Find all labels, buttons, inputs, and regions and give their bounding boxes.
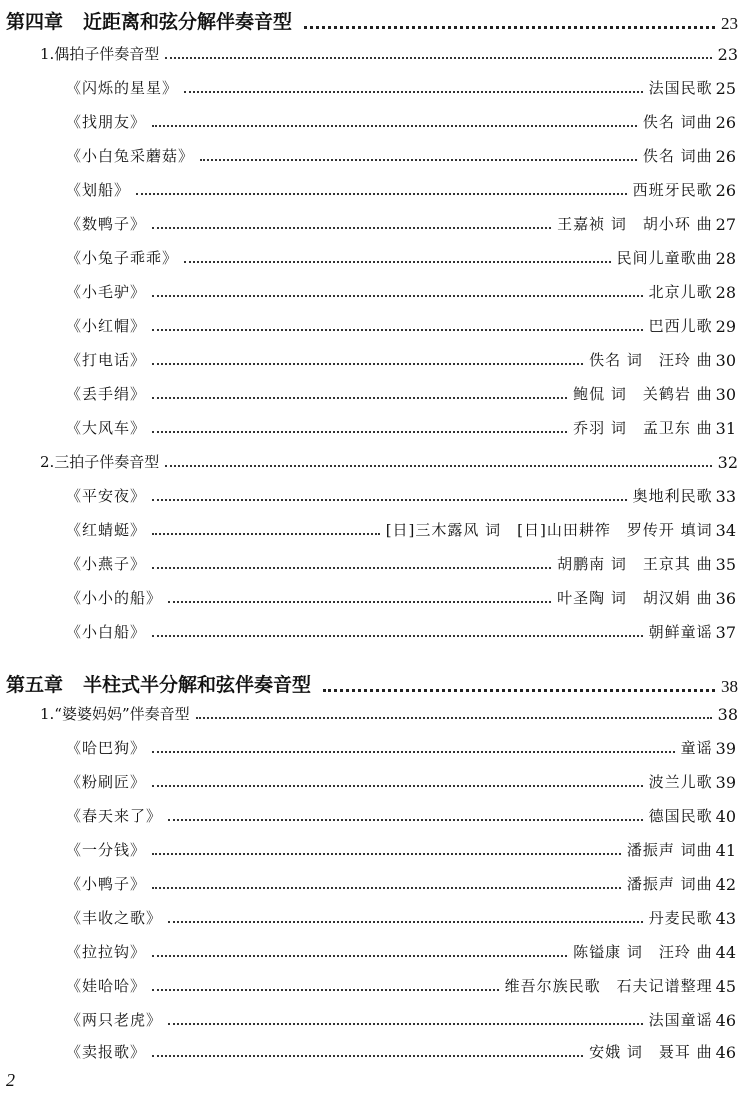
song-credit: 陈镒康 词 汪玲 曲 (573, 943, 713, 961)
chapter-heading[interactable] (6, 6, 738, 34)
chapter-page: 38 (721, 677, 738, 696)
song-entry[interactable] (66, 768, 736, 792)
song-entry[interactable] (66, 584, 736, 608)
song-page: 31 (715, 419, 736, 438)
dot-leader (168, 1023, 643, 1025)
section-page: 32 (717, 453, 738, 472)
song-credit: 丹麦民歌 (648, 909, 713, 927)
song-page: 33 (715, 487, 736, 506)
chapter-title: 半柱式半分解和弦伴奏音型 (83, 674, 312, 696)
song-page: 37 (715, 623, 736, 642)
song-title: 《小白兔采蘑菇》 (66, 147, 195, 165)
song-credit: [日]三木露风 词 [日]山田耕筰 罗传开 填词 (385, 521, 713, 539)
dot-leader (152, 533, 380, 535)
song-title: 《小红帽》 (66, 317, 147, 335)
song-page: 39 (715, 773, 736, 792)
song-entry[interactable] (66, 210, 736, 234)
song-title: 《数鸭子》 (66, 215, 147, 233)
song-entry[interactable] (66, 482, 736, 506)
song-entry[interactable] (66, 414, 736, 438)
song-entry[interactable] (66, 550, 736, 574)
song-entry[interactable] (66, 802, 736, 826)
dot-leader (184, 261, 611, 263)
song-page: 26 (715, 181, 736, 200)
song-entry[interactable] (66, 618, 736, 642)
song-credit: 胡鹏南 词 王京其 曲 (557, 555, 713, 573)
dot-leader (152, 1055, 583, 1057)
chapter-heading[interactable] (6, 669, 738, 697)
song-page: 30 (715, 385, 736, 404)
song-entry[interactable] (66, 244, 736, 268)
dot-leader (304, 26, 715, 29)
page-number: 2 (6, 1070, 15, 1090)
chapter-number: 第四章 (6, 11, 64, 33)
section-page: 23 (717, 45, 738, 64)
section-entry[interactable] (40, 700, 738, 724)
song-page: 30 (715, 351, 736, 370)
song-credit: 佚名 词曲 (642, 147, 713, 165)
song-entry[interactable] (66, 176, 736, 200)
song-credit: 西班牙民歌 (632, 181, 713, 199)
song-page: 35 (715, 555, 736, 574)
dot-leader (323, 689, 715, 692)
song-credit: 乔羽 词 孟卫东 曲 (573, 419, 713, 437)
song-title: 《哈巴狗》 (66, 739, 147, 757)
song-credit: 德国民歌 (648, 807, 713, 825)
dot-leader (184, 91, 643, 93)
song-page: 46 (715, 1043, 736, 1062)
song-title: 《平安夜》 (66, 487, 147, 505)
song-title: 《大风车》 (66, 419, 147, 437)
chapter-title: 近距离和弦分解伴奏音型 (83, 11, 293, 33)
song-entry[interactable] (66, 972, 736, 996)
dot-leader (152, 431, 567, 433)
song-credit: 法国童谣 (648, 1011, 713, 1029)
dot-leader (152, 955, 567, 957)
dot-leader (165, 465, 711, 467)
song-entry[interactable] (66, 312, 736, 336)
song-credit: 鲍侃 词 关鹤岩 曲 (573, 385, 713, 403)
song-page: 42 (715, 875, 736, 894)
song-credit: 佚名 词曲 (642, 113, 713, 131)
song-title: 《娃哈哈》 (66, 977, 147, 995)
song-entry[interactable] (66, 836, 736, 860)
song-entry[interactable] (66, 380, 736, 404)
song-credit: 佚名 词 汪玲 曲 (589, 351, 713, 369)
dot-leader (168, 601, 551, 603)
song-title: 《小小的船》 (66, 589, 163, 607)
song-credit: 巴西儿歌 (648, 317, 713, 335)
song-credit: 潘振声 词曲 (626, 841, 713, 859)
song-page: 41 (715, 841, 736, 860)
dot-leader (152, 785, 643, 787)
chapter-number: 第五章 (6, 674, 64, 696)
song-page: 25 (715, 79, 736, 98)
song-entry[interactable] (66, 904, 736, 928)
dot-leader (196, 717, 712, 719)
song-title: 《两只老虎》 (66, 1011, 163, 1029)
song-entry[interactable] (66, 108, 736, 132)
song-credit: 奥地利民歌 (632, 487, 713, 505)
dot-leader (152, 363, 583, 365)
song-title: 《小兔子乖乖》 (66, 249, 179, 267)
dot-leader (200, 159, 637, 161)
song-entry[interactable] (66, 74, 736, 98)
song-page: 43 (715, 909, 736, 928)
song-title: 《红蜻蜓》 (66, 521, 147, 539)
song-entry[interactable] (66, 278, 736, 302)
chapter-page: 23 (721, 14, 738, 33)
song-title: 《闪烁的星星》 (66, 79, 179, 97)
song-title: 《卖报歌》 (66, 1043, 147, 1061)
song-page: 36 (715, 589, 736, 608)
dot-leader (152, 853, 621, 855)
song-title: 《一分钱》 (66, 841, 147, 859)
song-credit: 安娥 词 聂耳 曲 (589, 1043, 713, 1061)
song-title: 《小毛驴》 (66, 283, 147, 301)
section-page: 38 (717, 705, 738, 724)
song-title: 《小燕子》 (66, 555, 147, 573)
song-entry[interactable] (66, 142, 736, 166)
song-page: 26 (715, 113, 736, 132)
song-page: 28 (715, 249, 736, 268)
song-credit: 波兰儿歌 (648, 773, 713, 791)
dot-leader (152, 751, 675, 753)
dot-leader (152, 887, 621, 889)
dot-leader (152, 989, 499, 991)
section-entry[interactable] (40, 448, 738, 472)
song-credit: 童谣 (680, 739, 713, 757)
song-page: 34 (715, 521, 736, 540)
dot-leader (152, 125, 637, 127)
dot-leader (152, 499, 627, 501)
dot-leader (152, 567, 551, 569)
section-entry[interactable] (40, 40, 738, 64)
dot-leader (165, 57, 711, 59)
song-credit: 王嘉祯 词 胡小环 曲 (557, 215, 713, 233)
section-title: 1.“婆婆妈妈”伴奏音型 (40, 705, 190, 723)
song-title: 《打电话》 (66, 351, 147, 369)
dot-leader (168, 819, 643, 821)
song-title: 《丰收之歌》 (66, 909, 163, 927)
song-page: 45 (715, 977, 736, 996)
song-page: 40 (715, 807, 736, 826)
song-page: 46 (715, 1011, 736, 1030)
song-title: 《小鸭子》 (66, 875, 147, 893)
song-title: 《拉拉钩》 (66, 943, 147, 961)
song-credit: 叶圣陶 词 胡汉娟 曲 (557, 589, 713, 607)
dot-leader (152, 635, 643, 637)
song-page: 29 (715, 317, 736, 336)
song-entry[interactable] (66, 870, 736, 894)
song-title: 《春天来了》 (66, 807, 163, 825)
song-entry[interactable] (66, 938, 736, 962)
song-credit: 北京儿歌 (648, 283, 713, 301)
song-credit: 民间儿童歌曲 (616, 249, 713, 267)
song-page: 26 (715, 147, 736, 166)
song-credit: 法国民歌 (648, 79, 713, 97)
song-entry[interactable] (66, 1006, 736, 1030)
song-page: 44 (715, 943, 736, 962)
song-credit: 维吾尔族民歌 石夫记谱整理 (504, 977, 713, 995)
song-page: 27 (715, 215, 736, 234)
song-credit: 朝鲜童谣 (648, 623, 713, 641)
song-credit: 潘振声 词曲 (626, 875, 713, 893)
song-entry[interactable] (66, 516, 736, 540)
dot-leader (152, 227, 551, 229)
dot-leader (168, 921, 643, 923)
song-title: 《小白船》 (66, 623, 147, 641)
dot-leader (136, 193, 627, 195)
song-entry[interactable] (66, 734, 736, 758)
song-title: 《丢手绢》 (66, 385, 147, 403)
song-page: 39 (715, 739, 736, 758)
dot-leader (152, 397, 567, 399)
section-title: 2.三拍子伴奏音型 (40, 453, 160, 471)
song-title: 《找朋友》 (66, 113, 147, 131)
song-entry[interactable] (66, 346, 736, 370)
song-title: 《粉刷匠》 (66, 773, 147, 791)
song-page: 28 (715, 283, 736, 302)
song-entry[interactable] (66, 1038, 736, 1062)
dot-leader (152, 329, 643, 331)
dot-leader (152, 295, 643, 297)
song-title: 《划船》 (66, 181, 131, 199)
section-title: 1.偶拍子伴奏音型 (40, 45, 160, 63)
